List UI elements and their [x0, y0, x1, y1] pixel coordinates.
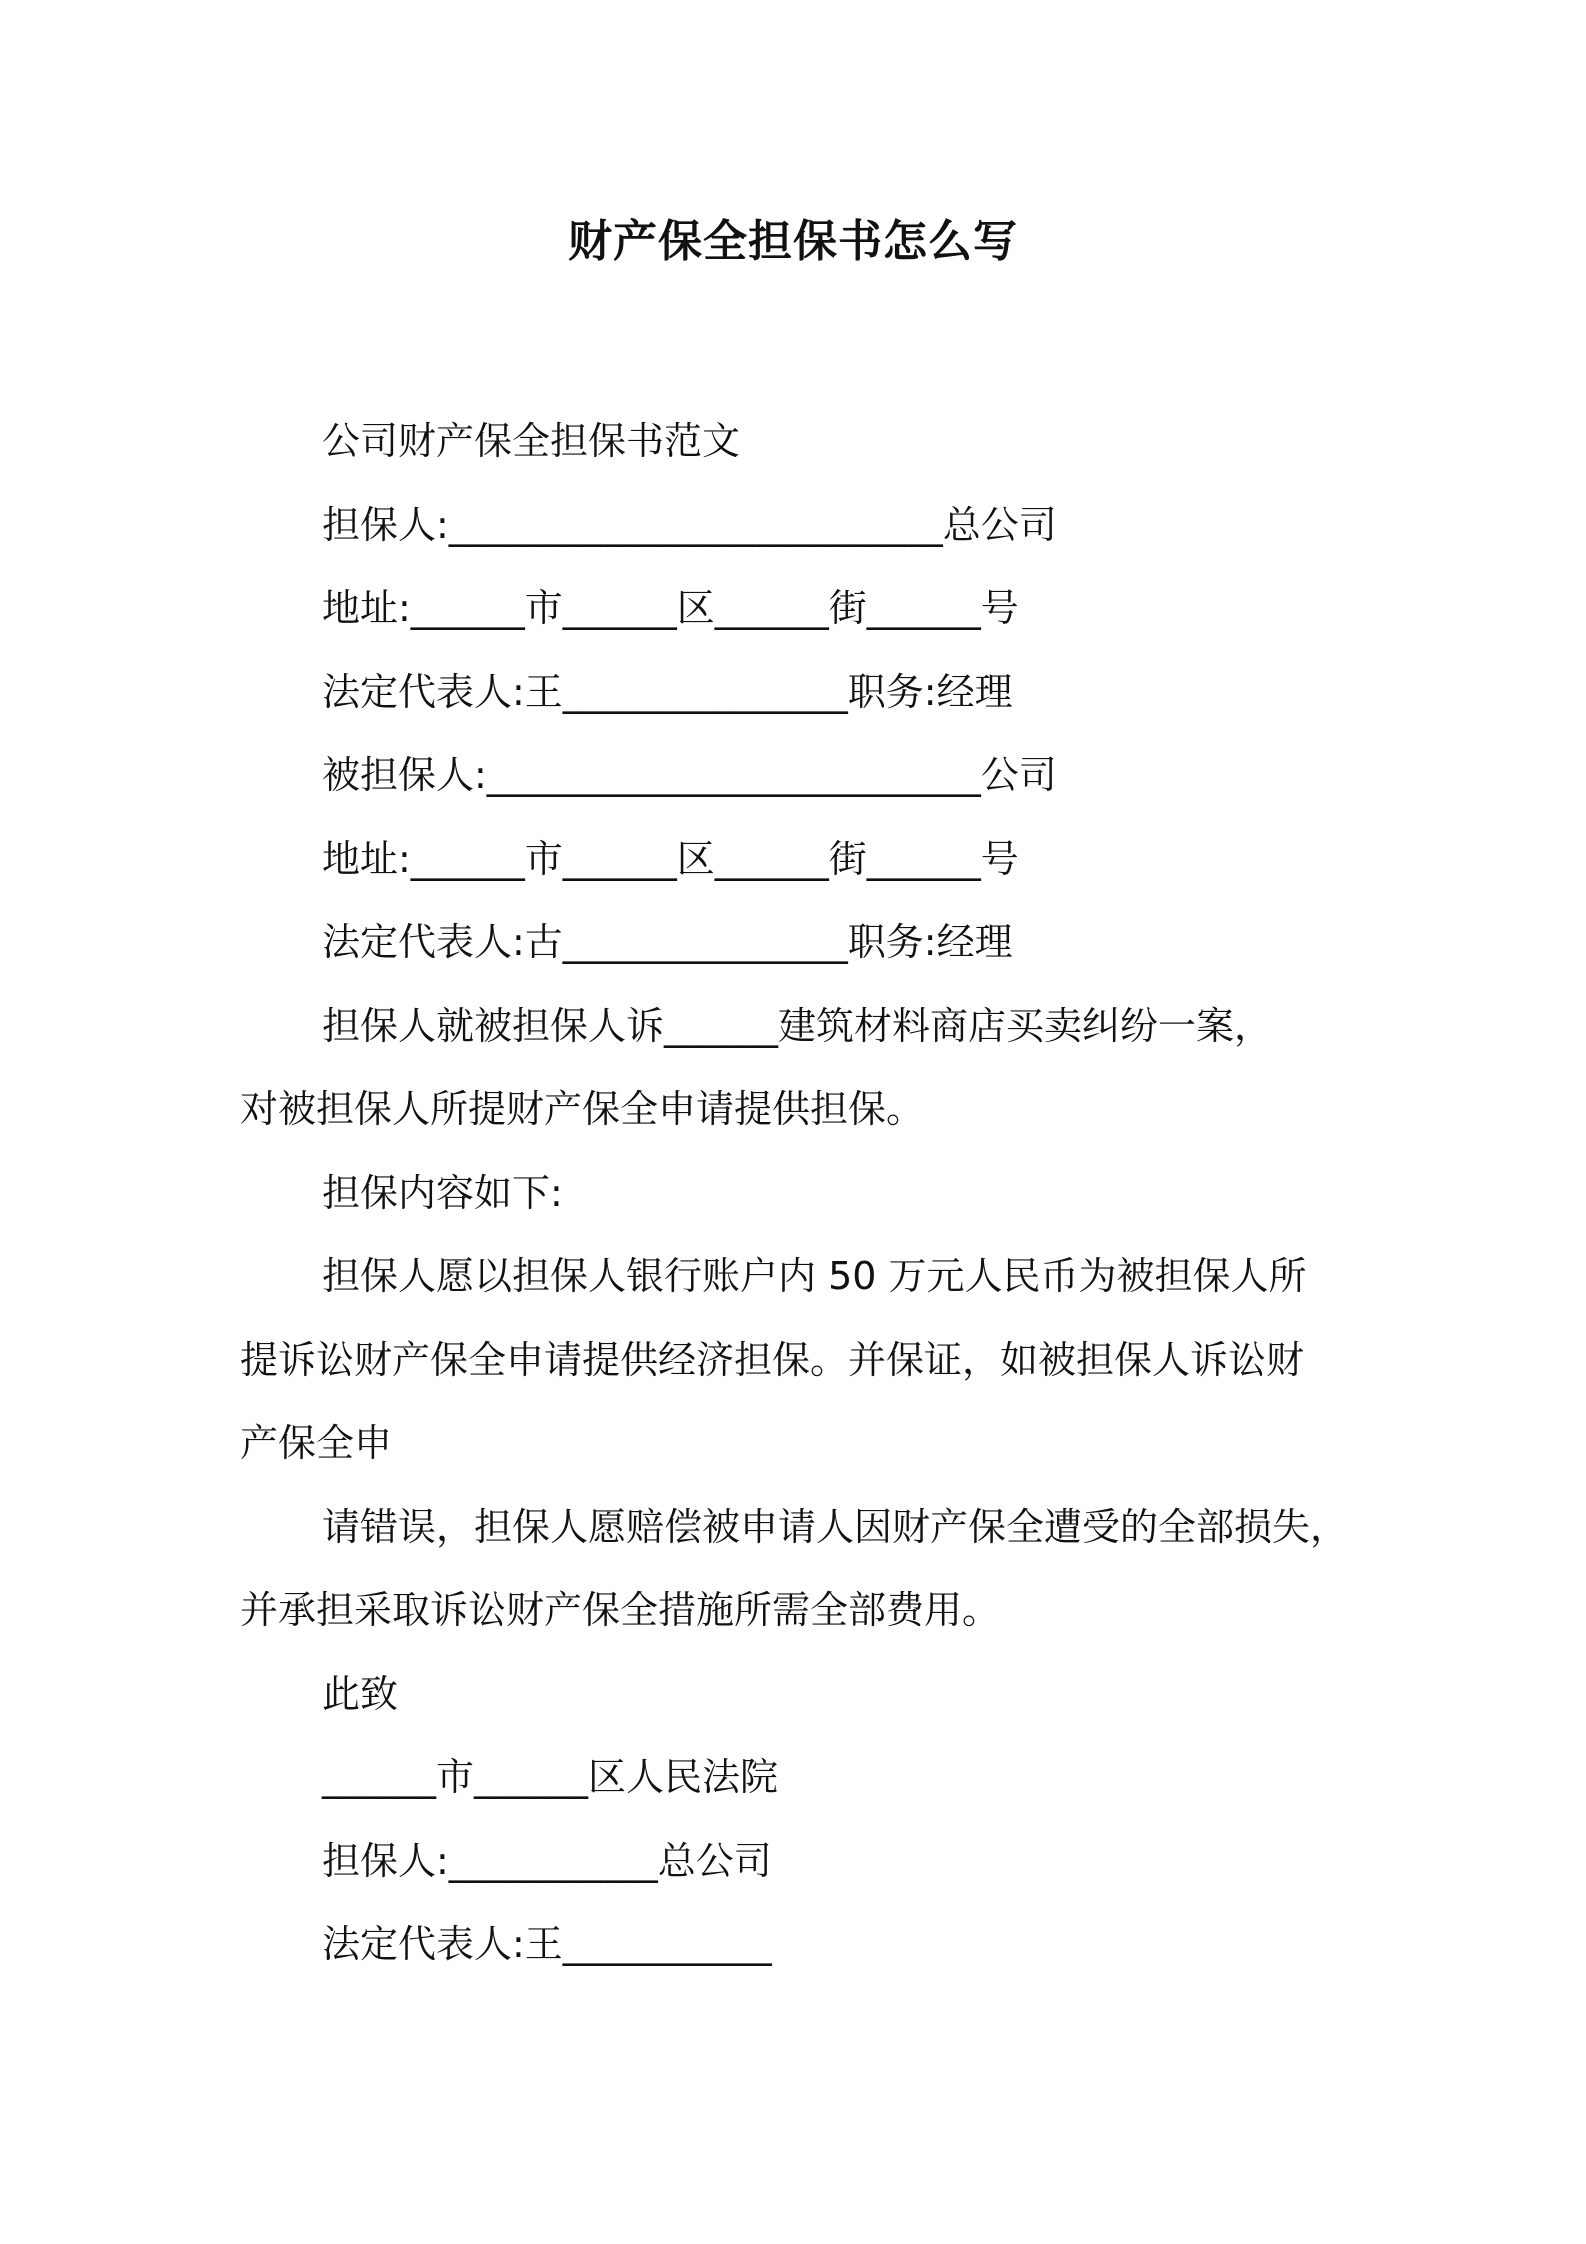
line-salutation: 此致 [322, 1671, 399, 1716]
line-guarantor-legal-rep: 法定代表人:王_______________职务:经理 [322, 669, 1013, 714]
line-content-1: 担保人愿以担保人银行账户内 50 万元人民币为被担保人所 [322, 1254, 1307, 1298]
line-content-2: 提诉讼财产保全申请提供经济担保。并保证，如被担保人诉讼财 [240, 1337, 1305, 1382]
line-court: ______市______区人民法院 [322, 1755, 779, 1799]
document-body [240, 400, 1390, 1987]
line-content-4: 请错误，担保人愿赔偿被申请人因财产保全遭受的全部损失， [322, 1504, 1349, 1549]
line-content-5: 并承担采取诉讼财产保全措施所需全部费用。 [240, 1588, 1001, 1632]
line-guarantor-address: 地址:______市______区______街______号 [322, 586, 1019, 630]
line-signature-guarantor: 担保人:___________总公司 [322, 1838, 772, 1883]
line-guaranteed-party: 被担保人:__________________________公司 [322, 753, 1057, 797]
line-case-statement-cont: 对被担保人所提财产保全申请提供担保。 [240, 1087, 925, 1131]
line-guaranteed-address: 地址:______市______区______街______号 [322, 836, 1019, 881]
document-title: 财产保全担保书怎么写 [568, 216, 1018, 267]
line-guaranteed-legal-rep: 法定代表人:古_______________职务:经理 [322, 920, 1013, 964]
line-guarantor: 担保人:__________________________总公司 [322, 502, 1057, 547]
line-content-3: 产保全申 [240, 1421, 393, 1465]
line-signature-legal-rep: 法定代表人:王___________ [322, 1922, 772, 1966]
line-content-heading: 担保内容如下: [322, 1170, 563, 1215]
line-case-statement: 担保人就被担保人诉______建筑材料商店买卖纠纷一案， [322, 1003, 1273, 1048]
line-subtitle: 公司财产保全担保书范文 [322, 419, 741, 463]
